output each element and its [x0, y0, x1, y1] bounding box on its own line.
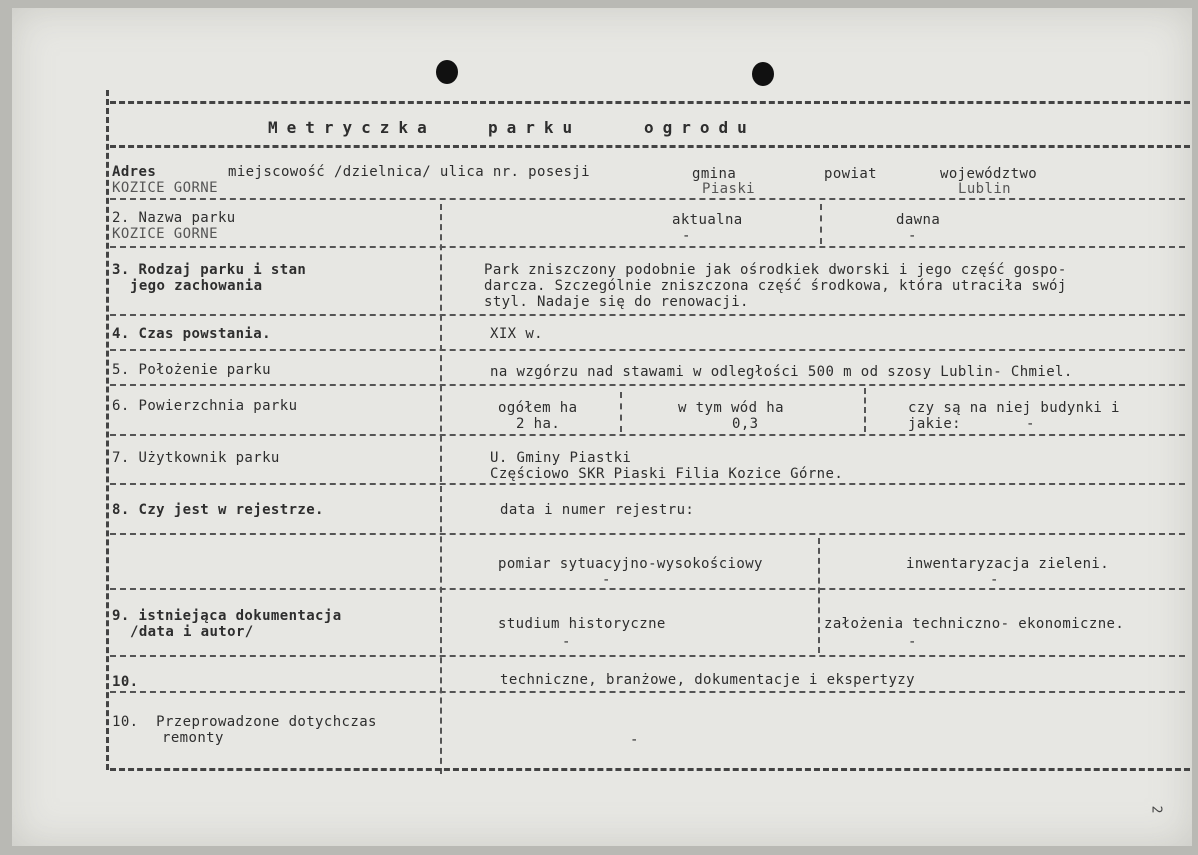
- row6-budynki-label-2: jakie:: [908, 416, 961, 432]
- divider-aktualna-dawna: [820, 204, 822, 244]
- row9-label-2: /data i autor/: [130, 624, 254, 640]
- rule-bottom: [110, 768, 1190, 771]
- pomiar-label: pomiar sytuacyjno-wysokościowy: [498, 556, 763, 572]
- row4-value: XIX w.: [490, 326, 543, 342]
- inwentaryzacja-label: inwentaryzacja zieleni.: [906, 556, 1110, 572]
- rule-address-bottom: [110, 198, 1185, 200]
- row5-value: na wzgórzu nad stawami w odległości 500 m od szosy Lublin- Chmiel.: [490, 364, 1073, 380]
- studium-label: studium historyczne: [498, 616, 666, 632]
- punch-hole-left: [436, 60, 458, 84]
- row10-label: 10.: [112, 674, 139, 690]
- row3-line-1: Park zniszczony podobnie jak ośrodkiek dworski i jego część gospo-: [484, 262, 1067, 278]
- rule-row10-bottom: [110, 691, 1185, 693]
- address-wojewodztwo-label: województwo: [940, 166, 1038, 182]
- row6-budynki-label-1: czy są na niej budynki i: [908, 400, 1120, 416]
- doc-title-parku: parku: [488, 118, 582, 137]
- row3-label-2: jego zachowania: [130, 278, 263, 294]
- rule-row9-bottom: [110, 655, 1185, 657]
- row8-label: 8. Czy jest w rejestrze.: [112, 502, 324, 518]
- row2-value: KOZICE GORNE: [112, 226, 218, 242]
- row9-label-1: 9. istniejąca dokumentacja: [112, 608, 342, 624]
- row6-ogolem-value: 2 ha.: [516, 416, 561, 432]
- rule-row2-bottom: [110, 246, 1185, 248]
- left-margin-line: [106, 90, 109, 770]
- zalozenia-label: założenia techniczno- ekonomiczne.: [824, 616, 1125, 632]
- row6-wod-label: w tym wód ha: [678, 400, 784, 416]
- column-divider: [440, 204, 442, 774]
- address-miejscowosc-value: KOZICE GORNE: [112, 180, 218, 196]
- page-number: 2: [1148, 805, 1164, 814]
- rule-row6-bottom: [110, 434, 1185, 436]
- remonty-label-1: 10. Przeprowadzone dotychczas: [112, 714, 377, 730]
- rule-top: [110, 101, 1190, 104]
- row6-ogolem-label: ogółem ha: [498, 400, 578, 416]
- remonty-label-2: remonty: [162, 730, 224, 746]
- rule-row5-bottom: [110, 384, 1185, 386]
- address-wojewodztwo-value: Lublin: [958, 181, 1011, 197]
- rule-pomiar-bottom: [110, 588, 1185, 590]
- row4-label: 4. Czas powstania.: [112, 326, 271, 342]
- inwentaryzacja-value: -: [990, 572, 999, 588]
- row2-dawna-value: -: [908, 228, 917, 244]
- zalozenia-value: -: [908, 634, 917, 650]
- remonty-value: -: [630, 732, 639, 748]
- rule-row7-bottom: [110, 483, 1185, 485]
- row7-line-1: U. Gminy Piastki: [490, 450, 632, 466]
- address-gmina-label: gmina: [692, 166, 737, 182]
- row6-budynki-value: -: [1026, 416, 1035, 432]
- row2-label: 2. Nazwa parku: [112, 210, 236, 226]
- punch-hole-right: [752, 62, 774, 86]
- doc-title-ogrodu: ogrodu: [644, 118, 756, 137]
- row6-wod-value: 0,3: [732, 416, 759, 432]
- row2-dawna-label: dawna: [896, 212, 941, 228]
- divider-pomiar-inwent: [818, 538, 820, 653]
- row3-line-2: darcza. Szczególnie zniszczona część środkowa, która utraciła swój: [484, 278, 1067, 294]
- divider-wod-budynki: [864, 388, 866, 432]
- address-powiat-label: powiat: [824, 166, 877, 182]
- rule-row4-bottom: [110, 349, 1185, 351]
- row2-aktualna-label: aktualna: [672, 212, 743, 228]
- row8-value: data i numer rejestru:: [500, 502, 695, 518]
- row2-aktualna-value: -: [682, 228, 691, 244]
- row3-label-1: 3. Rodzaj parku i stan: [112, 262, 307, 278]
- studium-value: -: [562, 634, 571, 650]
- rule-row8-bottom: [110, 533, 1185, 535]
- address-gmina-value: Piaski: [702, 181, 755, 197]
- row5-label: 5. Położenie parku: [112, 362, 271, 378]
- divider-ogolem-wod: [620, 392, 622, 432]
- doc-title-metryczka: Metryczka: [268, 118, 436, 137]
- row10-value: techniczne, branżowe, dokumentacje i ekspertyzy: [500, 672, 915, 688]
- pomiar-value: -: [602, 572, 611, 588]
- row6-label: 6. Powierzchnia parku: [112, 398, 298, 414]
- address-labels-line: miejscowość /dzielnica/ ulica nr. posesji: [228, 164, 590, 180]
- rule-row3-bottom: [110, 314, 1185, 316]
- document-sheet: [12, 8, 1192, 846]
- rule-title-bottom: [110, 145, 1190, 148]
- row7-line-2: Częściowo SKR Piaski Filia Kozice Górne.: [490, 466, 844, 482]
- row7-label: 7. Użytkownik parku: [112, 450, 280, 466]
- row3-line-3: styl. Nadaje się do renowacji.: [484, 294, 749, 310]
- address-label: Adres: [112, 164, 157, 180]
